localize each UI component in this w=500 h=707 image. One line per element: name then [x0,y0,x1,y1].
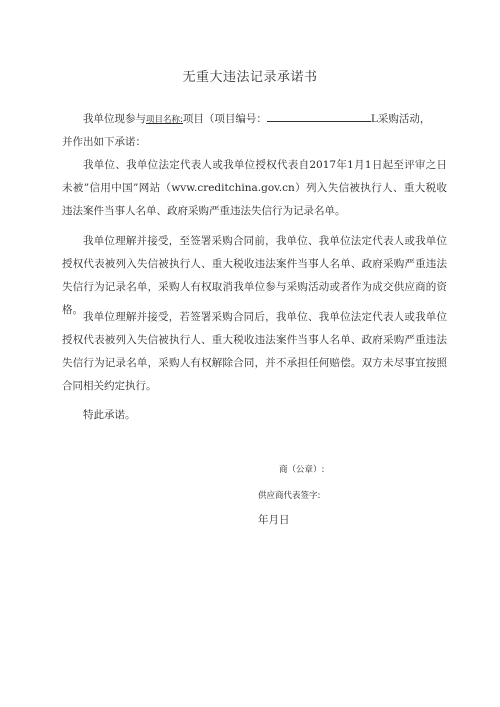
commitment-paragraph-3: 我单位理解并接受，若签署采购合同后，我单位、我单位法定代表人或我单位授权代表被列入失信被执行人、重大税收违法案件当事人名单、政府采购严重违法失信行为记录名单，采购人有权解除合同，并不承担任何赔偿。双方未尽事宜按照合同相关约定执行。 [62,311,447,392]
project-name-label: 项目名称: [146,115,183,125]
intro-text-after: L采购活动， [370,113,431,125]
date-label: 年月日 [258,514,290,526]
intro-text-before: 我单位现参与 [83,113,146,125]
project-number-blank[interactable] [267,112,371,122]
intro-paragraph [62,108,447,132]
commitment-paragraph-2: 我单位理解并接受，至签署采购合同前，我单位、我单位法定代表人或我单位授权代表被列入失信被执行人、重大税收违法案件当事人名单、政府采购严重违法失信行为记录名单，采购人有权取消我单位参与采购活动或者作为成交供应商的资格。 [62,235,447,316]
representative-signature-label: 供应商代表签字: [258,491,321,501]
document-title: 无重大违法记录承诺书 [182,70,318,85]
supplier-seal-label: 商（公章）: [279,465,325,475]
closing-statement: 特此承诺。 [83,409,136,421]
commitment-paragraph-1: 我单位、我单位法定代表人或我单位授权代表自2017年1月1日起至评审之日未被”信用中国”网站（wvw.creditchina.gov.cn）列入失信被执行人、重大税收违法案件当事人名单、政府采购严重违法失信行为记录名单。 [62,159,447,217]
intro-line-2: 并作出如下承诺： [62,136,146,148]
intro-text-middle: 项目（项目编号： [182,113,267,125]
